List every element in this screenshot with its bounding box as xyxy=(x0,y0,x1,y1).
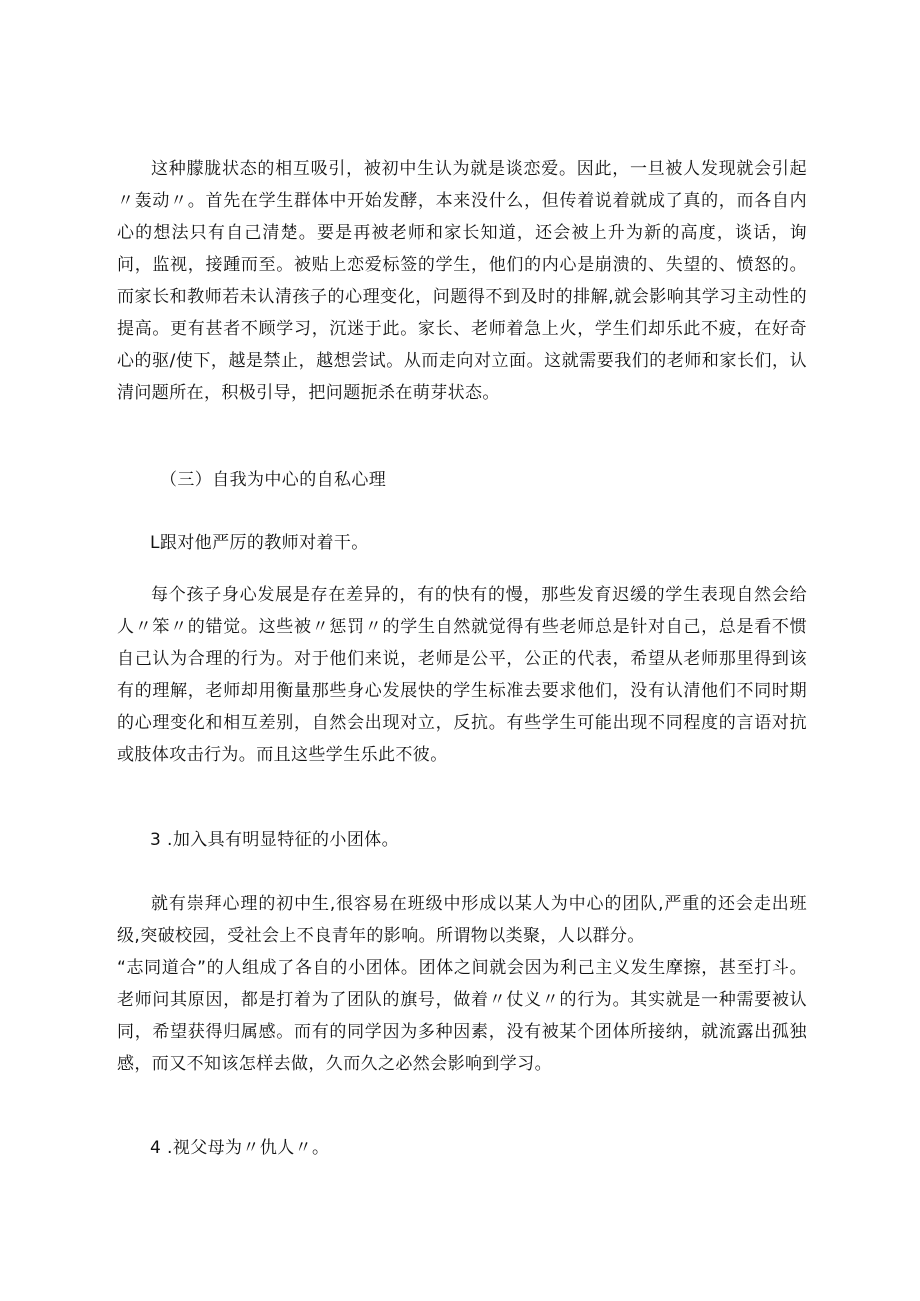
list-item-1: L跟对他严厉的教师对着干。 xyxy=(150,533,369,553)
paragraph-development-differences: 每个孩子身心发展是存在差异的，有的快有的慢，那些发育迟缓的学生表现自然会给人〃笨〃的错觉。这些被〃惩罚〃的学生自然就觉得有些老师总是针对自己，总是看不惯自己认为合理的行为。对于他们来说，老师是公平，公正的代表，希望从老师那里得到该有的理解，老师却用衡量那些身心发展快的学生标准去要求他们，没有认清他们不同时期的心理变化和相互差别，自然会出现对立，反抗。有些学生可能出现不同程度的言语对抗或肢体攻击行为。而且这些学生乐此不彼。 xyxy=(117,585,807,765)
section-heading-3: （三）自我为中心的自私心理 xyxy=(160,470,387,490)
list-item-3: 3 .加入具有明显特征的小团体。 xyxy=(150,830,400,850)
list-item-4: 4 .视父母为〃仇人〃。 xyxy=(150,1138,330,1158)
paragraph-romance-misunderstanding: 这种朦胧状态的相互吸引，被初中生认为就是谈恋爱。因此，一旦被人发现就会引起〃轰动〃。首先在学生群体中开始发酵，本来没什么，但传着说着就成了真的，而各自内心的想法只有自己清楚。要是再被老师和家长知道，还会被上升为新的高度，谈话，询问，监视，接踵而至。被贴上恋爱标签的学生，他们的内心是崩溃的、失望的、愤怒的。而家长和教师若未认清孩子的心理变化，问题得不到及时的排解,就会影响其学习主动性的提高。更有甚者不顾学习，沉迷于此。家长、老师着急上火，学生们却乐此不疲，在好奇心的驱/使下，越是禁止，越想尝试。从而走向对立面。这就需要我们的老师和家长们，认清问题所在，积极引导，把问题扼杀在萌芽状态。 xyxy=(117,159,807,403)
paragraph-like-minded-groups: “志同道合”的人组成了各自的小团体。团体之间就会因为利己主义发生摩擦，甚至打斗。老师问其原因，都是打着为了团队的旗号，做着〃仗义〃的行为。其实就是一种需要被认同，希望获得归属感。而有的同学因为多种因素，没有被某个团体所接纳，就流露出孤独感，而又不知该怎样去做，久而久之必然会影响到学习。 xyxy=(117,958,807,1074)
paragraph-small-groups: 就有崇拜心理的初中生,很容易在班级中形成以某人为中心的团队,严重的还会走出班级,突破校园，受社会上不良青年的影响。所谓物以类聚，人以群分。 xyxy=(117,894,807,946)
